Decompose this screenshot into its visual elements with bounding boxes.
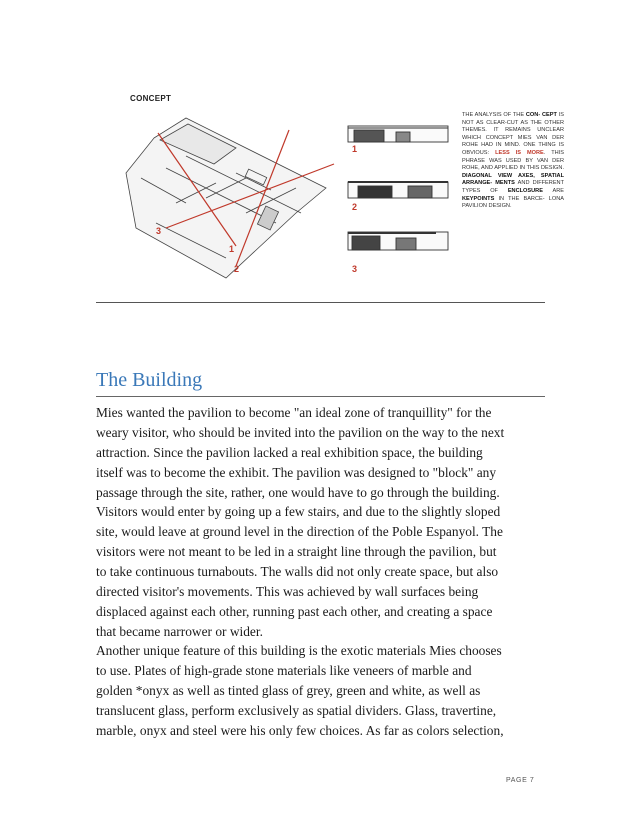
paragraph-line: golden *onyx as well as tinted glass of grey, green and white, as well as <box>96 683 481 698</box>
analysis-emphasis: KEYPOINTS <box>462 195 495 202</box>
paragraph-line: visitors were not meant to be led in a straight line through the pavilion, but <box>96 544 497 559</box>
paragraph-line: displaced against each other, running past each other, and creating a space <box>96 604 493 619</box>
heading-underline <box>96 396 545 397</box>
section-heading: The Building <box>96 369 203 391</box>
axis-label-2: 2 <box>234 264 240 274</box>
concept-label: CONCEPT <box>130 94 172 103</box>
analysis-text: IN THE BARCE- LONA PAVILION DESIGN. <box>462 195 564 210</box>
paragraph-line: marble, onyx and steel were his only few choices. As far as colors selection, <box>96 723 504 738</box>
analysis-highlight: LESS IS MORE <box>495 149 544 156</box>
top-divider <box>96 302 545 303</box>
analysis-emphasis: CON- CEPT <box>525 112 557 118</box>
paragraph-line: attraction. Since the pavilion lacked a real exhibition space, the building <box>96 445 483 460</box>
concept-figure <box>96 78 565 293</box>
analysis-emphasis: ENCLOSURE <box>507 187 543 194</box>
axis-label-1: 1 <box>229 244 235 254</box>
paragraph-line: Visitors would enter by going up a few stairs, and due to the slightly sloped <box>96 504 501 519</box>
section-number-3: 3 <box>352 264 358 274</box>
analysis-emphasis: DIAGONAL VIEW AXES, SPATIAL ARRANGE- MENTS <box>462 172 564 187</box>
paragraph-line: translucent glass, perform exclusively as spatial dividers. Glass, travertine, <box>96 703 497 718</box>
axis-label-3: 3 <box>156 226 162 236</box>
analysis-text: IS NOT AS CLEAR-CUT AS THE OTHER THEMES. IT REMAINS UNCLEAR WHICH CONCEPT MIES VAN DER ROHE HAD IN MIND. ONE THING IS OBVIOUS: <box>462 112 564 156</box>
paragraph-line: weary visitor, who should be invited into the pavilion on the way to the next <box>96 425 505 440</box>
section-number-2: 2 <box>352 202 358 212</box>
paragraph-line: that became narrower or wider. <box>96 624 263 639</box>
paragraph-line: to use. Plates of high-grade stone materials like veneers of marble and <box>96 663 472 678</box>
paragraph-line: directed visitor's movements. This was achieved by wall surfaces being <box>96 584 479 599</box>
page-number: PAGE 7 <box>506 777 535 784</box>
analysis-text: THE ANALYSIS OF THE <box>462 112 526 118</box>
paragraph-2 <box>96 502 546 642</box>
paragraph-3 <box>96 641 546 741</box>
paragraph-line: Mies wanted the pavilion to become "an ideal zone of tranquillity" for the <box>96 405 492 420</box>
paragraph-line: passage through the site, rather, one would have to go through the building. <box>96 485 500 500</box>
paragraph-line: to take continuous turnabouts. The walls did not only create space, but also <box>96 564 499 579</box>
paragraph-1 <box>96 403 546 503</box>
concept-analysis-text <box>462 112 564 211</box>
section-number-1: 1 <box>352 144 358 154</box>
analysis-text: . THIS PHRASE WAS USED BY VAN DER ROHE, AND APPLIED IN THIS DESIGN. <box>462 149 564 172</box>
analysis-text: ARE <box>542 187 565 194</box>
analysis-text: AND DIFFERENT TYPES OF <box>462 180 565 194</box>
paragraph-line: site, would leave at ground level in the direction of the Poble Espanyol. The <box>96 524 503 539</box>
paragraph-line: Another unique feature of this building is the exotic materials Mies chooses <box>96 643 502 658</box>
paragraph-line: itself was to become the exhibit. The pavilion was designed to "block" any <box>96 465 497 480</box>
